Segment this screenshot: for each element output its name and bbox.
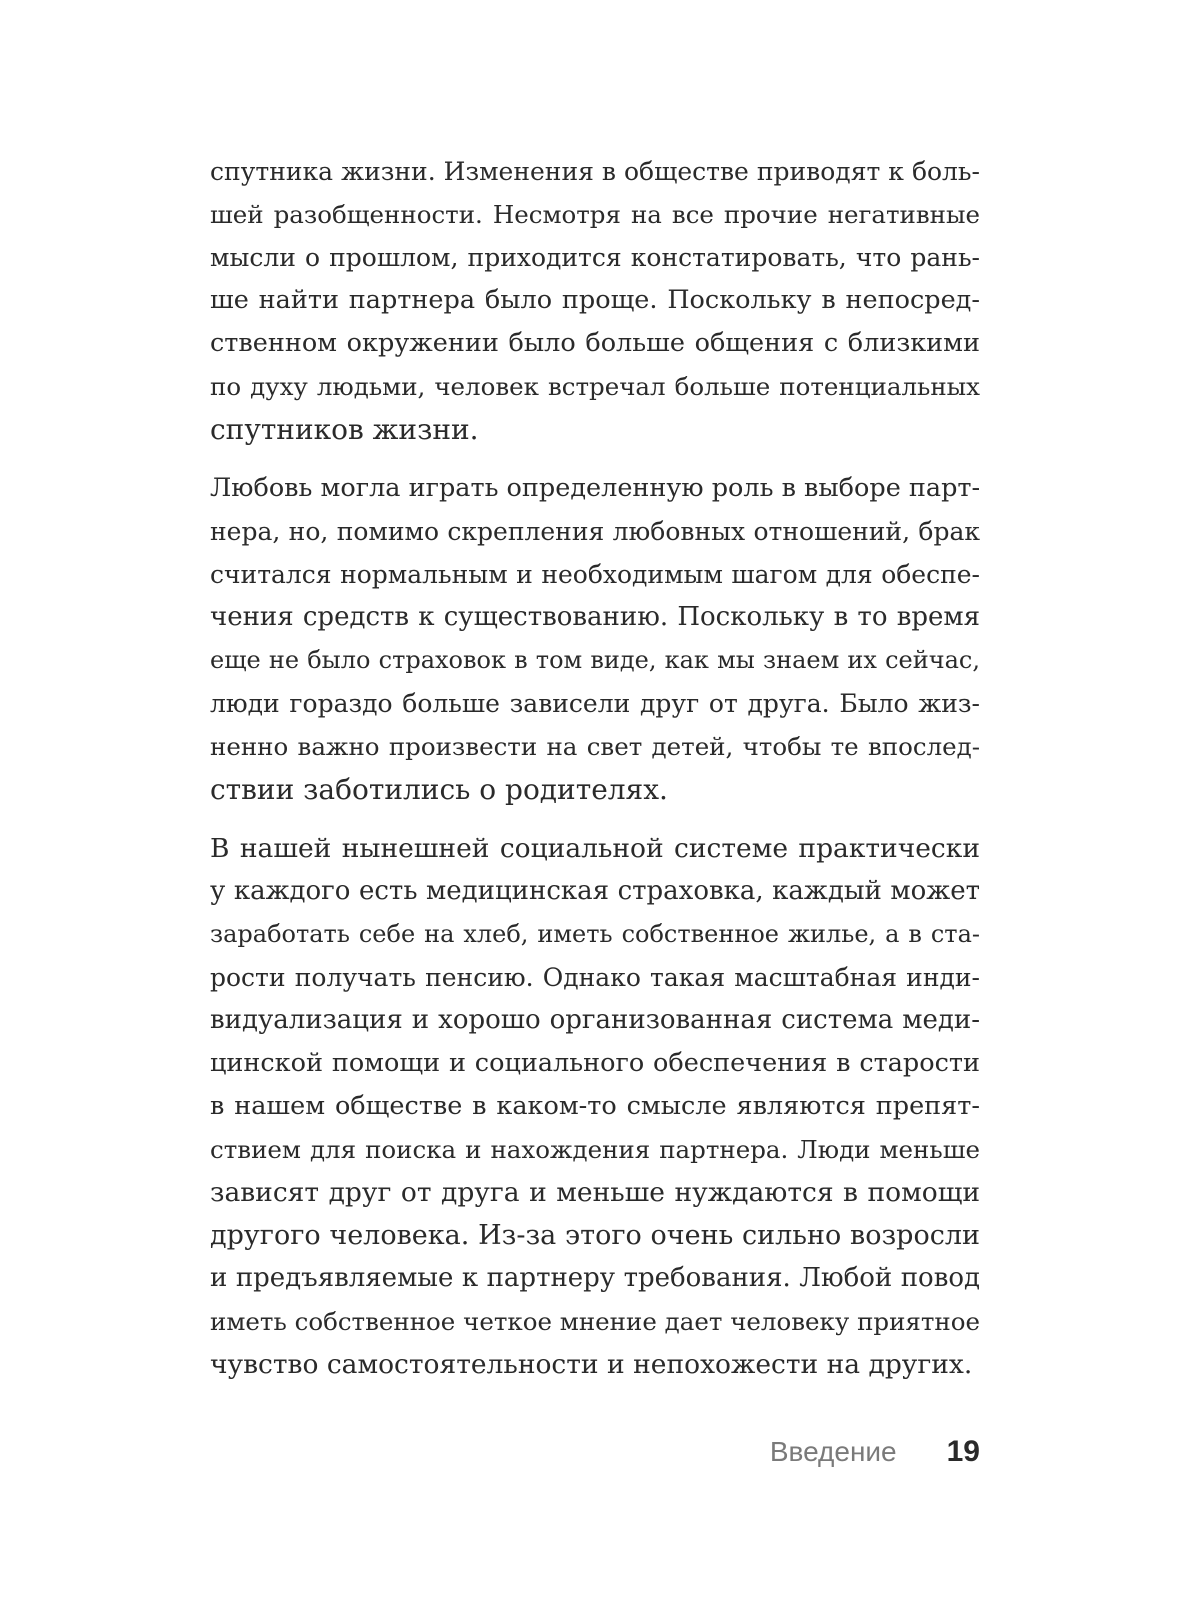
text-line: заработать себе на хлеб, иметь собственное жилье, а в ста- <box>210 920 980 948</box>
text-line: иметь собственное четкое мнение дает человеку приятное <box>210 1307 980 1336</box>
running-title: Введение <box>769 1436 897 1467</box>
paragraph <box>210 827 980 1386</box>
text-line: В нашей нынешней социальной системе практически <box>210 833 980 864</box>
text-line: ненно важно произвести на свет детей, чтобы те впослед- <box>210 732 980 761</box>
text-line: чения средств к существованию. Поскольку в то время <box>210 602 980 632</box>
text-line: Любовь могла играть определенную роль в выборе парт- <box>210 473 981 503</box>
text-line: по духу людьми, человек встречал больше потенциальных <box>210 372 980 401</box>
text-line: ше найти партнера было проще. Поскольку в непосред- <box>210 285 980 315</box>
text-line: цинской помощи и социального обеспечения в старости <box>210 1048 980 1078</box>
paragraph <box>210 467 980 811</box>
text-line: зависят друг от друга и меньше нуждаются в помощи <box>210 1177 980 1208</box>
page-number: 19 <box>946 1435 980 1468</box>
text-line: ствии заботились о родителях. <box>210 773 668 806</box>
text-line: мысли о прошлом, приходится констатировать, что рань- <box>210 243 980 272</box>
text-line: люди гораздо больше зависели друг от друга. Было жиз- <box>210 689 980 718</box>
text-line: еще не было страховок в том виде, как мы знаем их сейчас, <box>210 646 980 674</box>
body-text <box>210 150 980 1402</box>
text-line: шей разобщенности. Несмотря на все прочие негативные <box>210 200 980 229</box>
text-line: ствием для поиска и нахождения партнера. Люди меньше <box>210 1135 980 1164</box>
text-line: у каждого есть медицинская страховка, каждый может <box>210 876 980 906</box>
text-line: спутника жизни. Изменения в обществе приводят к боль- <box>210 157 980 186</box>
text-line: в нашем обществе в каком-то смысле являются препят- <box>210 1091 980 1121</box>
text-line: и предъявляемые к партнеру требования. Любой повод <box>210 1263 980 1293</box>
text-line: видуализация и хорошо организованная система меди- <box>210 1005 980 1035</box>
text-line: чувство самостоятельности и непохожести на других. <box>210 1349 973 1380</box>
text-line: нера, но, помимо скрепления любовных отношений, брак <box>210 517 980 546</box>
page-footer <box>770 1435 980 1469</box>
text-line: спутников жизни. <box>210 413 479 446</box>
text-line: ственном окружении было больше общения с близкими <box>210 328 980 358</box>
text-line: рости получать пенсию. Однако такая масштабная инди- <box>210 963 980 992</box>
text-line: считался нормальным и необходимым шагом для обеспе- <box>210 560 980 589</box>
paragraph <box>210 150 980 451</box>
text-line: другого человека. Из-за этого очень сильно возросли <box>210 1220 980 1251</box>
